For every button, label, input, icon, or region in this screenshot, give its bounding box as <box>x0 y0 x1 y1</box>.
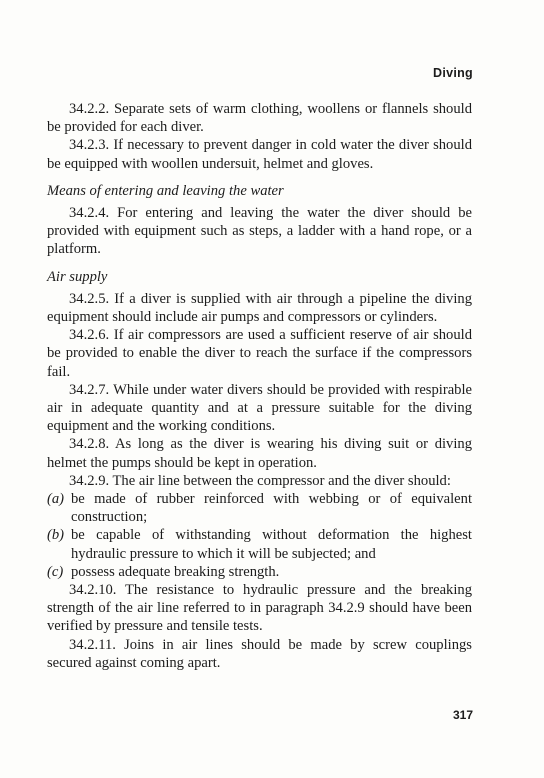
list-item-b <box>47 526 472 562</box>
running-head: Diving <box>433 66 473 80</box>
paragraph-34-2-5: 34.2.5. If a diver is supplied with air through a pipeline the diving equipment should include air pumps and compressors or cylinders. <box>47 290 472 326</box>
list-item-text: possess adequate breaking strength. <box>71 563 280 580</box>
paragraph-34-2-4: 34.2.4. For entering and leaving the water the diver should be provided with equipment such as steps, a ladder with a hand rope, or a platform. <box>47 205 472 258</box>
section-heading-air-supply: Air supply <box>47 268 108 285</box>
paragraph-34-2-9: 34.2.9. The air line between the compressor and the diver should: <box>69 472 451 489</box>
page-body <box>47 100 472 672</box>
list-item-label: (c) <box>47 563 64 580</box>
page-number: 317 <box>452 708 473 722</box>
paragraph-34-2-11: 34.2.11. Joins in air lines should be made by screw couplings secured against coming apart. <box>47 636 472 671</box>
paragraph-34-2-10: 34.2.10. The resistance to hydraulic pressure and the breaking strength of the air line referred to in paragraph 34.2.9 should have been verified by pressure and tensile tests. <box>47 582 472 635</box>
list-item-text: be made of rubber reinforced with webbing or of equivalent construction; <box>71 491 472 526</box>
paragraph-34-2-8: 34.2.8. As long as the diver is wearing his diving suit or diving helmet the pumps should be kept in operation. <box>47 436 472 471</box>
list-item-label: (b) <box>47 527 65 544</box>
paragraph-34-2-6: 34.2.6. If air compressors are used a sufficient reserve of air should be provided to enable the diver to reach the surface if the compressors fail. <box>47 327 472 380</box>
list-item-label: (a) <box>47 491 65 508</box>
paragraph-34-2-3: 34.2.3. If necessary to prevent danger in cold water the diver should be equipped with woollen undersuit, helmet and gloves. <box>47 137 472 172</box>
paragraph-34-2-7: 34.2.7. While under water divers should be provided with respirable air in adequate quantity and at a pressure suitable for the diving equipment and the working conditions. <box>47 381 472 435</box>
list-item-a <box>47 490 472 526</box>
paragraph-34-2-2: 34.2.2. Separate sets of warm clothing, woollens or flannels should be provided for each diver. <box>47 101 472 136</box>
list-item-c <box>47 563 472 581</box>
list-item-text: be capable of withstanding without deformation the highest hydraulic pressure to which it will be subjected; and <box>71 527 472 562</box>
section-heading-entering-leaving-water: Means of entering and leaving the water <box>47 182 284 199</box>
